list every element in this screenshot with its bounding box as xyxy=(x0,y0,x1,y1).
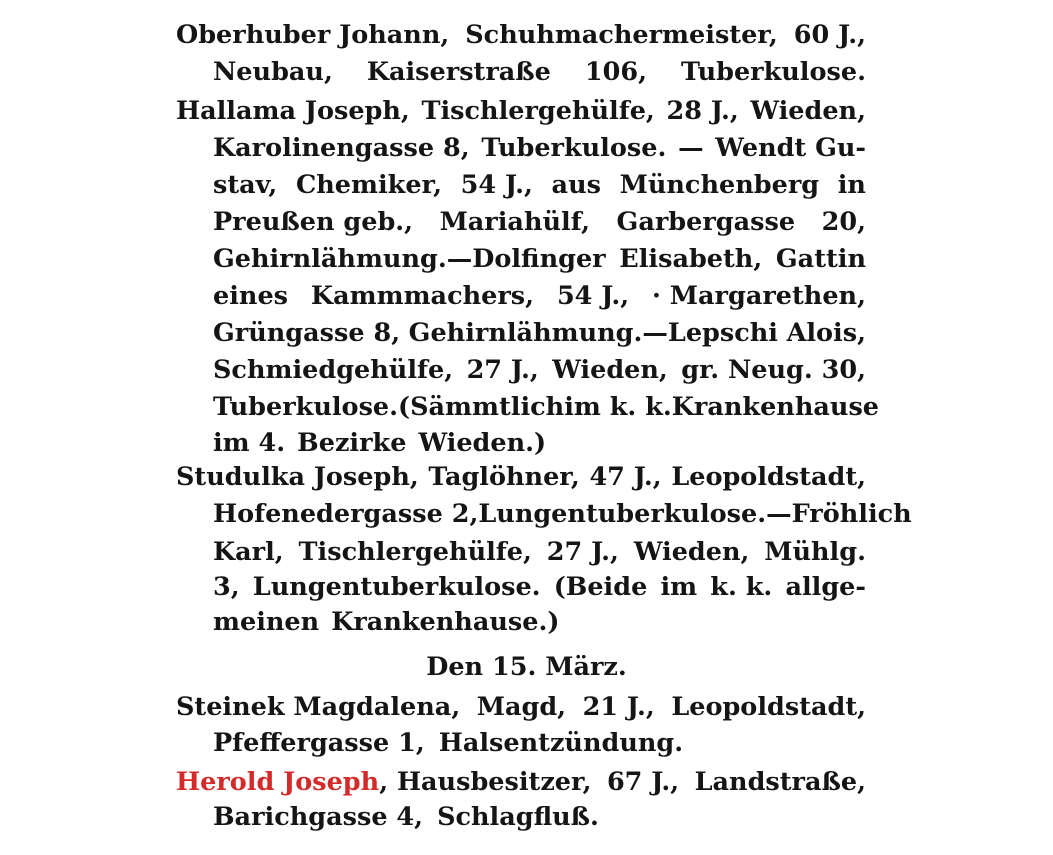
entry-line xyxy=(176,765,866,799)
entry-word: stav, xyxy=(213,170,278,200)
entry-word: · Margarethen, xyxy=(652,281,866,311)
entry-word: 67 J., xyxy=(606,767,680,797)
entry-word: Steinek Magdalena, xyxy=(176,692,461,722)
entry-line xyxy=(213,390,880,424)
entry-word: Pfeffergasse 1, xyxy=(213,728,425,758)
entry-word: Taglöhner, xyxy=(428,462,580,492)
entry-word: Wieden.) xyxy=(418,428,547,458)
entry-word: Alois, xyxy=(786,318,866,348)
entry-word: Barichgasse 4, xyxy=(213,802,424,832)
entry-line xyxy=(213,353,866,387)
entry-word: Leopoldstadt, xyxy=(671,692,866,722)
entry-word: Schlagfluß. xyxy=(437,802,599,832)
entry-word: Hofenedergasse 2, xyxy=(213,499,479,529)
entry-line xyxy=(213,316,866,350)
entry-word: Schmiedgehülfe, xyxy=(213,355,454,385)
entry-word: — xyxy=(678,133,704,163)
entry-word: Grüngasse 8, xyxy=(213,318,401,348)
entry-word: Karl, xyxy=(213,537,284,567)
entry-word: 106, xyxy=(584,57,647,87)
entry-word: allge- xyxy=(785,572,866,602)
entry-line xyxy=(213,535,866,569)
entry-word: Elisabeth, xyxy=(619,244,763,274)
entry-word: Kaiserstraße xyxy=(366,57,551,87)
entry-word: Bezirke xyxy=(297,428,407,458)
entry-word: (Beide xyxy=(553,572,648,602)
entry-word: 27 J., xyxy=(546,537,619,567)
entry-word: k. k. xyxy=(710,572,773,602)
entry-line xyxy=(176,18,866,52)
entry-word: Magd, xyxy=(476,692,567,722)
entry-line xyxy=(176,94,866,128)
entry-word: im k. k. xyxy=(564,392,672,422)
entry-word: eines xyxy=(213,281,289,311)
entry-word: 54 J., xyxy=(556,281,630,311)
entry-word: 54 J., xyxy=(460,170,533,200)
entry-word: Tischlergehülfe, xyxy=(421,96,655,126)
date-heading: Den 15. März. xyxy=(426,652,627,682)
entry-word: Krankenhause.) xyxy=(331,607,560,637)
entry-line xyxy=(213,205,866,239)
entry-word: im 4. xyxy=(213,428,286,458)
entry-word: 21 J., xyxy=(582,692,655,722)
entry-word: Karolinengasse 8, xyxy=(213,133,470,163)
entry-word: Lungentuberkulose.— xyxy=(478,499,792,529)
entry-word: Wendt Gu- xyxy=(715,133,866,163)
entry-word: Halsentzündung. xyxy=(438,728,684,758)
entry-line xyxy=(213,800,866,834)
highlighted-name: Herold Joseph xyxy=(176,767,380,797)
entry-word: Preußen geb., xyxy=(213,207,414,237)
entry-word: Gehirnlähmung.—Dolfinger xyxy=(213,244,606,274)
entry-line xyxy=(213,605,866,639)
entry-word: Mariahülf, xyxy=(439,207,591,237)
entry-word: gr. Neug. 30, xyxy=(681,355,866,385)
entry-word: Hallama Joseph, xyxy=(176,96,410,126)
entry-line xyxy=(213,55,866,89)
entry-word: 47 J., xyxy=(589,462,662,492)
entry-word: Tuberkulose. xyxy=(680,57,866,87)
entry-word: Leopoldstadt, xyxy=(671,462,866,492)
entry-line xyxy=(213,570,866,604)
entry-word: Garbergasse xyxy=(616,207,796,237)
entry-word: 28 J., xyxy=(666,96,739,126)
entry-line xyxy=(213,497,912,531)
entry-line xyxy=(213,131,866,165)
entry-word: Wieden, xyxy=(750,96,866,126)
entry-word: Oberhuber Johann, xyxy=(176,20,450,50)
entry-word: 20, xyxy=(821,207,866,237)
entry-word: Gattin xyxy=(775,244,866,274)
entry-word: meinen xyxy=(213,607,320,637)
entry-word: Mühlg. xyxy=(764,537,866,567)
entry-line xyxy=(213,242,866,276)
entry-word: aus xyxy=(551,170,601,200)
entry-word: Kammmachers, xyxy=(310,281,535,311)
entry-word: Münchenberg xyxy=(619,170,820,200)
entry-word: Studulka Joseph, xyxy=(176,462,419,492)
entry-word: 27 J., xyxy=(466,355,539,385)
entry-word: Chemiker, xyxy=(295,170,443,200)
entry-line xyxy=(213,168,866,202)
entry-word: (Sämmtlich xyxy=(398,392,565,422)
entry-word: Tuberkulose. xyxy=(213,392,399,422)
entry-word-suffix: , Hausbesitzer, xyxy=(379,767,592,797)
entry-word: Landstraße, xyxy=(694,767,866,797)
entry-word: Neubau, xyxy=(213,57,333,87)
entry-line xyxy=(176,690,866,724)
entry-word: Wieden, xyxy=(633,537,750,567)
entry-word: Wieden, xyxy=(552,355,668,385)
entry-word: 60 J., xyxy=(793,20,866,50)
entry-word: Lungentuberkulose. xyxy=(252,572,541,602)
entry-word: 3, xyxy=(213,572,240,602)
entry-word: Schuhmachermeister, xyxy=(465,20,778,50)
entry-line xyxy=(213,279,866,313)
entry-word: in xyxy=(837,170,866,200)
entry-word: Fröhlich xyxy=(791,499,912,529)
entry-word: Tuberkulose. xyxy=(481,133,667,163)
entry-word xyxy=(176,765,592,799)
entry-line xyxy=(213,426,866,460)
entry-line xyxy=(213,726,866,760)
entry-word: im xyxy=(660,572,698,602)
entry-word: Krankenhause xyxy=(671,392,880,422)
entry-word: Gehirnlähmung.—Lepschi xyxy=(408,318,778,348)
entry-word: Tischlergehülfe, xyxy=(298,537,532,567)
entry-line xyxy=(176,460,866,494)
